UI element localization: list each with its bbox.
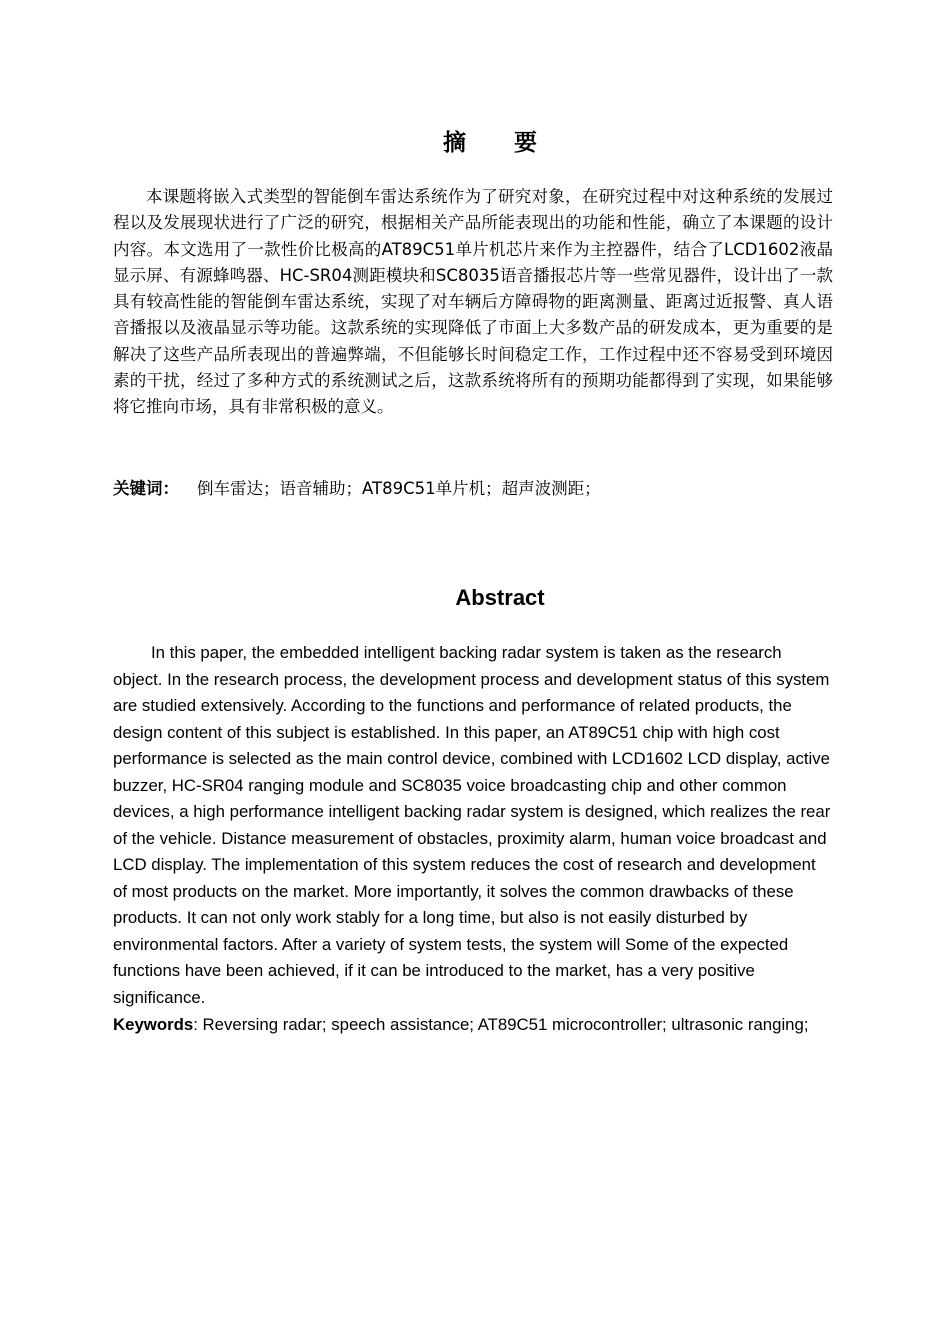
chinese-keywords-text: 倒车雷达；语音辅助；AT89C51单片机；超声波测距； [197, 479, 601, 498]
english-keywords-text: : Reversing radar; speech assistance; AT89C51 microcontroller; ultrasonic ranging; [193, 1015, 809, 1034]
chinese-keywords [113, 476, 833, 502]
chinese-keywords-label: 关键词： [113, 479, 179, 498]
chinese-abstract-title: 摘 要 [442, 130, 557, 156]
english-keywords-label: Keywords [113, 1015, 194, 1034]
english-abstract-title: Abstract [455, 585, 545, 610]
english-keywords [113, 1012, 843, 1038]
chinese-abstract-body: 本课题将嵌入式类型的智能倒车雷达系统作为了研究对象，在研究过程中对这种系统的发展过程以及发展现状进行了广泛的研究，根据相关产品所能表现出的功能和性能，确立了本课题的设计内容。本文选用了一款性价比极高的AT89C51单片机芯片来作为主控器件，结合了LCD1602液晶显示屏、有源蜂鸣器、HC-SR04测距模块和SC8035语音播报芯片等一些常见器件，设计出了一款具有较高性能的智能倒车雷达系统，实现了对车辆后方障碍物的距离测量、距离过近报警、真人语音播报以及液晶显示等功能。这款系统的实现降低了市面上大多数产品的研发成本，更为重要的是解决了这些产品所表现出的普遍弊端，不但能够长时间稳定工作，工作过程中还不容易受到环境因素的干扰，经过了多种方式的系统测试之后，这款系统将所有的预期功能都得到了实现，如果能够将它推向市场，具有非常积极的意义。 [113, 187, 833, 417]
english-abstract-body: In this paper, the embedded intelligent backing radar system is taken as the research object. In the research process, the development process and development status of this system are studied extensively. According to the functions and performance of related products, the design content of this subject is established. In this paper, an AT89C51 chip with high cost performance is selected as the main control device, combined with LCD1602 LCD display, active buzzer, HC-SR04 ranging module and SC8035 voice broadcasting chip and other common devices, a high performance intelligent backing radar system is designed, which realizes the rear of the vehicle. Distance measurement of obstacles, proximity alarm, human voice broadcast and LCD display. The implementation of this system reduces the cost of research and development of most products on the market. More importantly, it solves the common drawbacks of these products. It can not only work stably for a long time, but also is not easily disturbed by environmental factors. After a variety of system tests, the system will Some of the expected functions have been achieved, if it can be introduced to the market, has a very positive significance. [113, 643, 831, 1007]
